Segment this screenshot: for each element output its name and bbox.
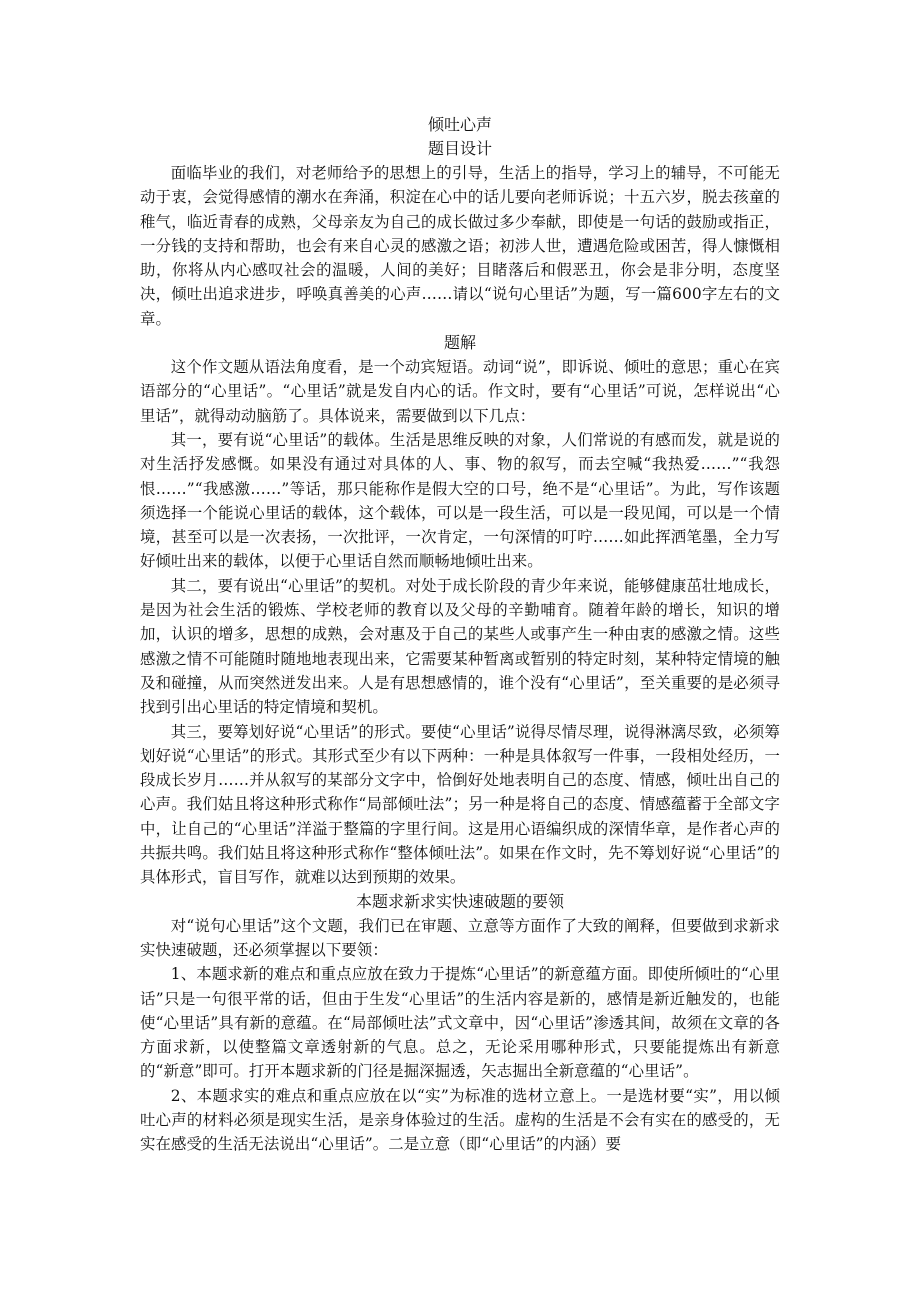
paragraph: 对“说句心里话”这个文题，我们已在审题、立意等方面作了大致的阐释，但要做到求新求实快速破题，还必须掌握以下要领： xyxy=(140,916,780,959)
section-heading-analysis: 题解 xyxy=(443,333,476,353)
paragraph: 这个作文题从语法角度看，是一个动宾短语。动词“说”，即诉说、倾吐的意思；重心在宾语部分的“心里话”。“心里话”就是发自内心的话。作文时，要有“心里话”可说，怎样说出“心里话”，就得动动脑筋了。具体说来，需要做到以下几点： xyxy=(140,358,780,425)
paragraph: 其三，要筹划好说“心里话”的形式。要使“心里话”说得尽情尽理，说得淋漓尽致，必须筹划好说“心里话”的形式。其形式至少有以下两种：一种是具体叙写一件事，一段相处经历，一段成长岁月……并从叙写的某部分文字中，恰倒好处地表明自己的态度、情感，倾吐出自己的心声。我们姑且将这种形式称作“局部倾吐法”；另一种是将自己的态度、情感蕴蓄于全部文字中，让自己的“心里话”洋溢于整篇的字里行间。这是用心语编织成的深情华章，是作者心声的共振共鸣。我们姑且将这种形式称作“整体倾吐法”。如果在作文时，先不筹划好说“心里话”的具体形式，盲目写作，就难以达到预期的效果。 xyxy=(140,722,780,887)
paragraph: 其二，要有说出“心里话”的契机。对处于成长阶段的青少年来说，能够健康茁壮地成长，是因为社会生活的锻炼、学校老师的教育以及父母的辛勤哺育。随着年龄的增长，知识的增加，认识的增多，思想的成熟，会对惠及于自己的某些人或事产生一种由衷的感激之情。这些感激之情不可能随时随地地表现出来，它需要某种暂离或暂别的特定时刻，某种特定情境的触及和碰撞，从而突然迸发出来。人是有思想感情的，谁个没有“心里话”，至关重要的是必须寻找到引出心里话的特定情境和契机。 xyxy=(140,576,780,717)
document-page xyxy=(140,113,780,1157)
paragraph: 1、本题求新的难点和重点应放在致力于提炼“心里话”的新意蕴方面。即使所倾吐的“心里话”只是一句很平常的话，但由于生发“心里话”的生活内容是新的，感情是新近触发的，也能使“心里话”具有新的意蕴。在“局部倾吐法”式文章中，因“心里话”渗透其间，故须在文章的各方面求新，以使整篇文章透射新的气息。总之，无论采用哪种形式，只要能提炼出有新意的“新意”即可。打开本题求新的门径是掘深掘透，矢志掘出全新意蕴的“心里话”。 xyxy=(140,965,780,1081)
document-title: 倾吐心声 xyxy=(427,115,492,134)
paragraph: 其一，要有说“心里话”的载体。生活是思维反映的对象，人们常说的有感而发，就是说的对生活抒发感慨。如果没有通过对具体的人、事、物的叙写，而去空喊“我热爱……”“我怨恨……”“我感激……”等话，那只能称作是假大空的口号，绝不是“心里话”。为此，写作该题须选择一个能说心里话的载体，这个载体，可以是一段生活，可以是一段见闻，可以是一个情境，甚至可以是一次表扬，一次批评，一次肯定，一句深情的叮咛……如此挥洒笔墨，全力写好倾吐出来的载体，以便于心里话自然而顺畅地倾吐出来。 xyxy=(140,430,780,571)
paragraph: 2、本题求实的难点和重点应放在以“实”为标准的选材立意上。一是选材要“实”，用以倾吐心声的材料必须是现实生活，是亲身体验过的生活。虚构的生活是不会有实在的感受的，无实在感受的生活无法说出“心里话”。二是立意（即“心里话”的内涵）要 xyxy=(140,1086,780,1154)
section-heading-tips: 本题求新求实快速破题的要领 xyxy=(355,891,564,911)
section-heading-design: 题目设计 xyxy=(427,139,492,158)
paragraph: 面临毕业的我们，对老师给予的思想上的引导，生活上的指导，学习上的辅导，不可能无动于衷，会觉得感情的潮水在奔涌，积淀在心中的话儿要向老师诉说；十五六岁，脱去孩童的稚气，临近青春的成熟，父母亲友为自己的成长做过多少奉献，即使是一句话的鼓励或指正，一分钱的支持和帮助，也会有来自心灵的感激之语；初涉人世，遭遇危险或困苦，得人慷慨相助，你将从内心感叹社会的温暖，人间的美好；目睹落后和假恶丑，你会是非分明，态度坚决，倾吐出追求进步，呼唤真善美的心声……请以“说句心里话”为题，写一篇600字左右的文章。 xyxy=(140,164,780,328)
